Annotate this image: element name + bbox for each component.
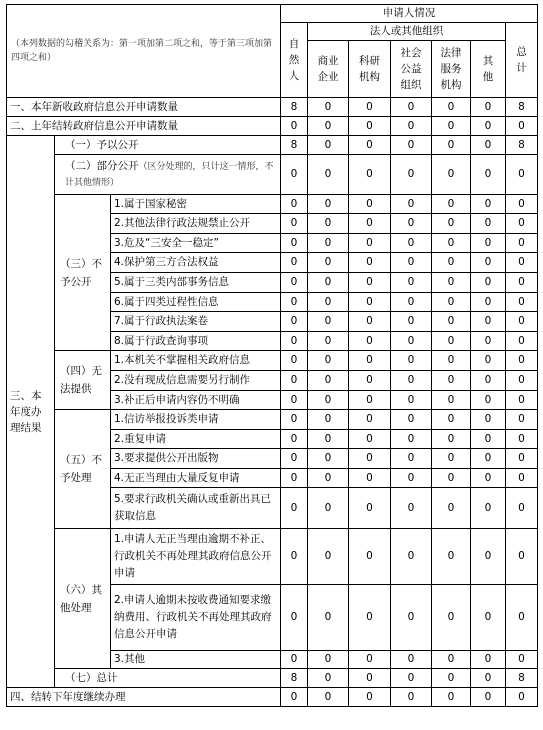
- value-cell: 0: [506, 195, 538, 214]
- value-cell: 0: [349, 585, 391, 651]
- value-cell: 0: [471, 332, 506, 351]
- value-cell: 0: [281, 410, 308, 430]
- partial-open-label: （二）部分公开: [65, 159, 139, 172]
- value-cell: 0: [281, 430, 308, 449]
- value-cell: 0: [349, 371, 391, 391]
- row-label-r1: 一、本年新收政府信息公开申请数量: [7, 98, 281, 117]
- value-cell: 0: [506, 371, 538, 391]
- value-cell: 0: [349, 449, 391, 469]
- value-cell: 0: [349, 234, 391, 253]
- value-cell: 0: [506, 273, 538, 293]
- value-cell: 8: [281, 98, 308, 117]
- header-applicant: 申请人情况: [281, 5, 538, 23]
- value-cell: 0: [391, 585, 432, 651]
- value-cell: 0: [349, 98, 391, 117]
- item-label: 1.属于国家秘密: [111, 195, 281, 214]
- value-cell: 0: [349, 273, 391, 293]
- value-cell: 0: [349, 688, 391, 707]
- value-cell: 0: [432, 430, 471, 449]
- value-cell: 0: [349, 410, 391, 430]
- value-cell: 0: [391, 312, 432, 332]
- value-cell: 8: [506, 669, 538, 688]
- value-cell: 0: [308, 488, 349, 529]
- value-cell: 0: [471, 155, 506, 195]
- header-note: （本列数据的勾稽关系为：第一项加第二项之和，等于第三项加第四项之和）: [7, 5, 281, 98]
- value-cell: 0: [349, 529, 391, 585]
- value-cell: 0: [506, 430, 538, 449]
- row-label-r3_2: [55, 155, 281, 195]
- value-cell: 0: [349, 253, 391, 273]
- value-cell: 0: [391, 651, 432, 669]
- value-cell: 0: [308, 332, 349, 351]
- item-label: 6.属于四类过程性信息: [111, 293, 281, 312]
- value-cell: 0: [391, 488, 432, 529]
- value-cell: 0: [432, 234, 471, 253]
- item-label: 2.没有现成信息需要另行制作: [111, 371, 281, 391]
- value-cell: 0: [308, 234, 349, 253]
- item-label: 5.要求行政机关确认或重新出具已获取信息: [111, 488, 281, 529]
- value-cell: 0: [391, 449, 432, 469]
- header-org-other: 其 他: [471, 41, 506, 98]
- value-cell: 0: [391, 469, 432, 488]
- value-cell: 0: [506, 469, 538, 488]
- value-cell: 0: [471, 293, 506, 312]
- value-cell: 0: [349, 488, 391, 529]
- value-cell: 0: [471, 488, 506, 529]
- value-cell: 0: [432, 117, 471, 136]
- item-label: 2.重复申请: [111, 430, 281, 449]
- value-cell: 0: [281, 214, 308, 234]
- value-cell: 0: [349, 293, 391, 312]
- value-cell: 0: [471, 410, 506, 430]
- value-cell: 0: [471, 585, 506, 651]
- value-cell: 0: [391, 669, 432, 688]
- value-cell: 0: [432, 273, 471, 293]
- value-cell: 0: [349, 195, 391, 214]
- value-cell: 0: [308, 529, 349, 585]
- value-cell: 0: [308, 449, 349, 469]
- row-label-r3_1: （一）予以公开: [55, 136, 281, 155]
- row-label-r4: 四、结转下年度继续办理: [7, 688, 281, 707]
- value-cell: 0: [308, 214, 349, 234]
- value-cell: 0: [308, 585, 349, 651]
- value-cell: 0: [281, 688, 308, 707]
- value-cell: 0: [432, 449, 471, 469]
- value-cell: 0: [432, 529, 471, 585]
- value-cell: 0: [391, 410, 432, 430]
- item-label: 3.补正后申请内容仍不明确: [111, 391, 281, 410]
- value-cell: 0: [432, 214, 471, 234]
- value-cell: 0: [308, 688, 349, 707]
- value-cell: 0: [349, 391, 391, 410]
- value-cell: 0: [471, 469, 506, 488]
- value-cell: 0: [471, 214, 506, 234]
- item-label: 2.其他法律行政法规禁止公开: [111, 214, 281, 234]
- value-cell: 0: [391, 293, 432, 312]
- value-cell: 0: [349, 351, 391, 371]
- item-label: 3.危及“三安全一稳定”: [111, 234, 281, 253]
- value-cell: 0: [471, 351, 506, 371]
- item-label: 7.属于行政执法案卷: [111, 312, 281, 332]
- value-cell: 0: [471, 273, 506, 293]
- value-cell: 0: [432, 332, 471, 351]
- value-cell: 0: [471, 234, 506, 253]
- value-cell: 0: [281, 273, 308, 293]
- value-cell: 0: [349, 430, 391, 449]
- value-cell: 8: [506, 98, 538, 117]
- value-cell: 0: [281, 529, 308, 585]
- value-cell: 0: [506, 529, 538, 585]
- value-cell: 0: [432, 391, 471, 410]
- section-3-label: 三、本 年度办 理结果: [7, 136, 55, 688]
- value-cell: 0: [432, 195, 471, 214]
- value-cell: 0: [281, 391, 308, 410]
- value-cell: 0: [308, 469, 349, 488]
- value-cell: 0: [349, 332, 391, 351]
- value-cell: 0: [506, 585, 538, 651]
- value-cell: 0: [471, 449, 506, 469]
- value-cell: 0: [308, 351, 349, 371]
- value-cell: 0: [391, 391, 432, 410]
- value-cell: 0: [471, 669, 506, 688]
- value-cell: 0: [471, 371, 506, 391]
- value-cell: 0: [432, 669, 471, 688]
- value-cell: 0: [281, 117, 308, 136]
- value-cell: 0: [506, 155, 538, 195]
- value-cell: 0: [349, 214, 391, 234]
- value-cell: 0: [308, 651, 349, 669]
- value-cell: 0: [308, 371, 349, 391]
- value-cell: 0: [506, 117, 538, 136]
- value-cell: 0: [506, 214, 538, 234]
- group-label-g6: （六）其 他处理: [55, 529, 111, 669]
- value-cell: 0: [432, 651, 471, 669]
- value-cell: 0: [506, 651, 538, 669]
- value-cell: 0: [432, 410, 471, 430]
- value-cell: 0: [432, 585, 471, 651]
- value-cell: 0: [432, 98, 471, 117]
- row-label-r3_7: （七）总计: [55, 669, 281, 688]
- statistics-table: [6, 4, 538, 707]
- value-cell: 0: [471, 430, 506, 449]
- value-cell: 0: [308, 293, 349, 312]
- value-cell: 0: [391, 98, 432, 117]
- item-label: 1.申请人无正当理由逾期不补正、行政机关不再处理其政府信息公开申请: [111, 529, 281, 585]
- value-cell: 0: [391, 688, 432, 707]
- value-cell: 0: [432, 469, 471, 488]
- value-cell: 0: [506, 410, 538, 430]
- value-cell: 0: [471, 651, 506, 669]
- value-cell: 0: [506, 449, 538, 469]
- value-cell: 0: [471, 117, 506, 136]
- group-label-g4: （四）无 法提供: [55, 351, 111, 410]
- value-cell: 0: [471, 312, 506, 332]
- item-label: 1.本机关不掌握相关政府信息: [111, 351, 281, 371]
- value-cell: 0: [349, 312, 391, 332]
- value-cell: 0: [471, 136, 506, 155]
- value-cell: 0: [432, 155, 471, 195]
- value-cell: 0: [349, 469, 391, 488]
- value-cell: 0: [391, 136, 432, 155]
- value-cell: 0: [308, 669, 349, 688]
- value-cell: 0: [391, 371, 432, 391]
- value-cell: 0: [506, 253, 538, 273]
- item-label: 4.无正当理由大量反复申请: [111, 469, 281, 488]
- value-cell: 0: [471, 253, 506, 273]
- value-cell: 0: [308, 98, 349, 117]
- value-cell: 0: [281, 371, 308, 391]
- value-cell: 0: [349, 117, 391, 136]
- value-cell: 0: [281, 585, 308, 651]
- group-label-g3: （三）不 予公开: [55, 195, 111, 351]
- value-cell: 0: [432, 371, 471, 391]
- value-cell: 0: [281, 651, 308, 669]
- value-cell: 0: [281, 332, 308, 351]
- item-label: 1.信访举报投诉类申请: [111, 410, 281, 430]
- value-cell: 0: [432, 136, 471, 155]
- value-cell: 0: [432, 688, 471, 707]
- value-cell: 0: [281, 293, 308, 312]
- item-label: 8.属于行政查询事项: [111, 332, 281, 351]
- item-label: 2.申请人逾期未按收费通知要求缴纳费用、行政机关不再处理其政府信息公开申请: [111, 585, 281, 651]
- value-cell: 0: [308, 155, 349, 195]
- value-cell: 0: [281, 253, 308, 273]
- value-cell: 8: [281, 136, 308, 155]
- value-cell: 0: [281, 234, 308, 253]
- value-cell: 0: [391, 155, 432, 195]
- value-cell: 0: [506, 234, 538, 253]
- value-cell: 0: [391, 351, 432, 371]
- value-cell: 0: [308, 391, 349, 410]
- header-legal-group: 法人或其他组织: [308, 23, 506, 41]
- value-cell: 0: [432, 351, 471, 371]
- partial-open-note: （区分处理的，只计这一情形，不计其他情形）: [65, 161, 274, 188]
- item-label: 4.保护第三方合法权益: [111, 253, 281, 273]
- value-cell: 0: [308, 410, 349, 430]
- header-total: 总 计: [506, 23, 538, 98]
- value-cell: 0: [471, 391, 506, 410]
- header-org-research: 科研 机构: [349, 41, 391, 98]
- value-cell: 0: [432, 253, 471, 273]
- value-cell: 0: [308, 312, 349, 332]
- value-cell: 0: [281, 351, 308, 371]
- value-cell: 0: [281, 195, 308, 214]
- value-cell: 0: [349, 136, 391, 155]
- value-cell: 8: [506, 136, 538, 155]
- value-cell: 0: [506, 391, 538, 410]
- value-cell: 0: [432, 293, 471, 312]
- value-cell: 0: [471, 195, 506, 214]
- value-cell: 0: [506, 332, 538, 351]
- value-cell: 0: [391, 332, 432, 351]
- value-cell: 0: [391, 529, 432, 585]
- item-label: 3.其他: [111, 651, 281, 669]
- header-org-business: 商业 企业: [308, 41, 349, 98]
- value-cell: 0: [281, 488, 308, 529]
- value-cell: 0: [308, 253, 349, 273]
- value-cell: 0: [349, 155, 391, 195]
- value-cell: 0: [308, 195, 349, 214]
- value-cell: 0: [281, 155, 308, 195]
- header-natural-person: 自 然 人: [281, 23, 308, 98]
- value-cell: 0: [506, 293, 538, 312]
- value-cell: 8: [281, 669, 308, 688]
- value-cell: 0: [281, 312, 308, 332]
- item-label: 5.属于三类内部事务信息: [111, 273, 281, 293]
- value-cell: 0: [391, 234, 432, 253]
- value-cell: 0: [506, 312, 538, 332]
- value-cell: 0: [281, 449, 308, 469]
- value-cell: 0: [281, 469, 308, 488]
- value-cell: 0: [349, 669, 391, 688]
- value-cell: 0: [432, 488, 471, 529]
- value-cell: 0: [471, 98, 506, 117]
- item-label: 3.要求提供公开出版物: [111, 449, 281, 469]
- value-cell: 0: [391, 273, 432, 293]
- value-cell: 0: [391, 253, 432, 273]
- value-cell: 0: [391, 430, 432, 449]
- group-label-g5: （五）不 予处理: [55, 410, 111, 529]
- header-org-public-welfare: 社会 公益 组织: [391, 41, 432, 98]
- value-cell: 0: [506, 351, 538, 371]
- value-cell: 0: [506, 688, 538, 707]
- value-cell: 0: [391, 195, 432, 214]
- value-cell: 0: [471, 529, 506, 585]
- header-org-legal-service: 法律 服务 机构: [432, 41, 471, 98]
- value-cell: 0: [308, 273, 349, 293]
- value-cell: 0: [506, 488, 538, 529]
- row-label-r2: 二、上年结转政府信息公开申请数量: [7, 117, 281, 136]
- value-cell: 0: [432, 312, 471, 332]
- value-cell: 0: [391, 117, 432, 136]
- value-cell: 0: [308, 430, 349, 449]
- value-cell: 0: [471, 688, 506, 707]
- value-cell: 0: [308, 136, 349, 155]
- value-cell: 0: [391, 214, 432, 234]
- value-cell: 0: [308, 117, 349, 136]
- value-cell: 0: [349, 651, 391, 669]
